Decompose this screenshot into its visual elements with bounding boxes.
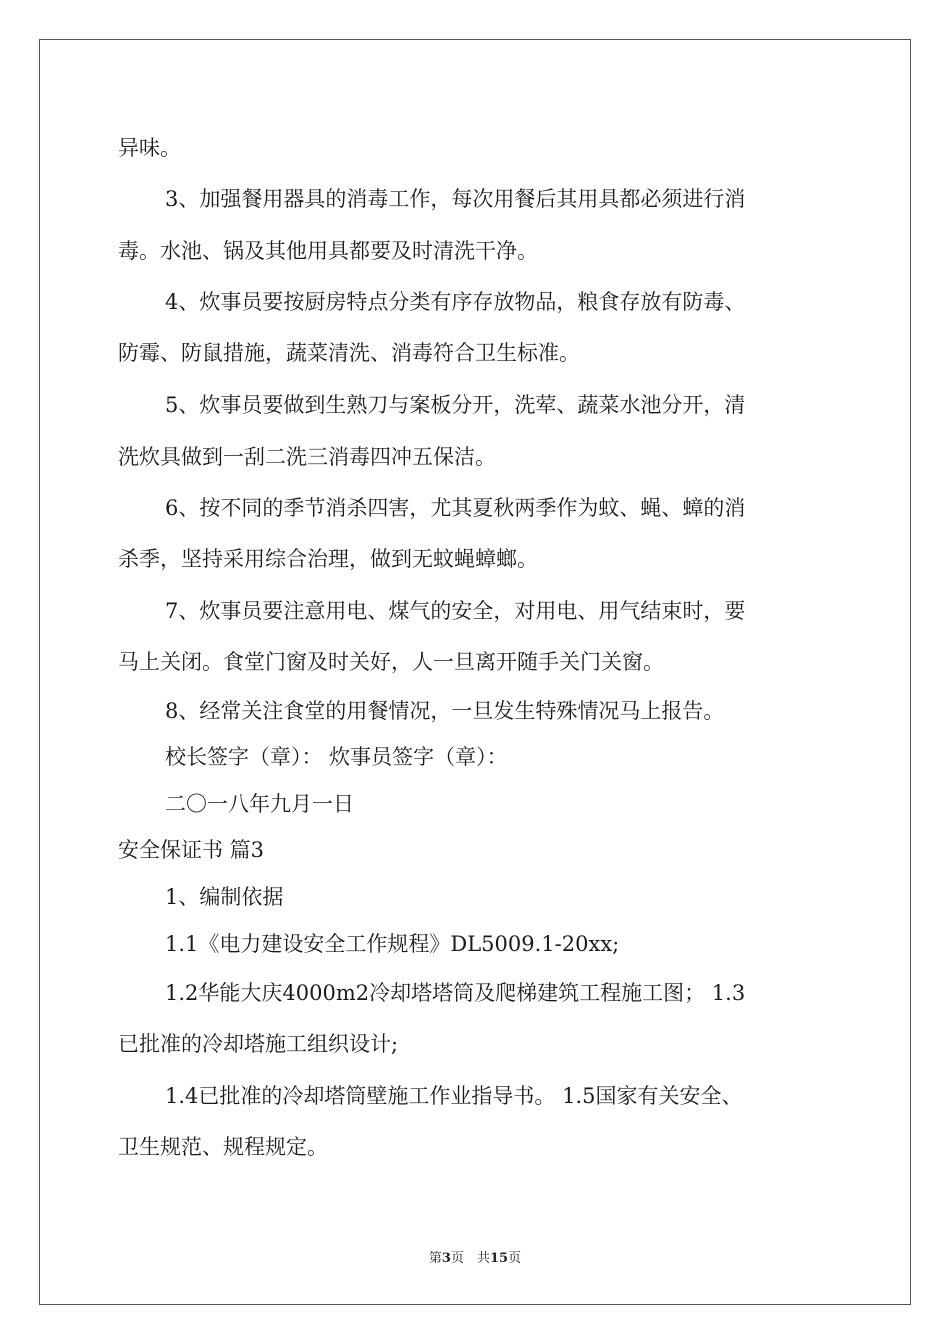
- page-prefix: 第: [428, 1251, 442, 1266]
- text-line: 7、炊事员要注意用电、煤气的安全，对用电、用气结束时，要: [165, 599, 746, 623]
- text-line: 洗炊具做到一刮二洗三消毒四冲五保洁。: [118, 445, 496, 469]
- total-pages: 15: [489, 1251, 509, 1266]
- text-line: 1.2华能大庆4000m2冷却塔塔筒及爬梯建筑工程施工图； 1.3: [165, 981, 746, 1005]
- text-line: 5、炊事员要做到生熟刀与案板分开，洗荤、蔬菜水池分开，清: [165, 393, 746, 417]
- text-line: 毒。水池、锅及其他用具都要及时清洗干净。: [118, 239, 538, 263]
- text-line: 3、加强餐用器具的消毒工作，每次用餐后其用具都必须进行消: [165, 187, 746, 211]
- text-line: 1、编制依据: [165, 885, 284, 909]
- date-line: 二〇一八年九月一日: [165, 792, 354, 816]
- text-line: 马上关闭。食堂门窗及时关好，人一旦离开随手关门关窗。: [118, 650, 664, 674]
- page-middle: 页 共: [450, 1251, 490, 1266]
- current-page: 3: [441, 1251, 451, 1266]
- text-line: 已批准的冷却塔施工组织设计;: [118, 1032, 399, 1056]
- text-line: 4、炊事员要按厨房特点分类有序存放物品，粮食存放有防毒、: [165, 290, 746, 314]
- page-suffix: 页: [508, 1251, 522, 1266]
- text-line: 6、按不同的季节消杀四害，尤其夏秋两季作为蚊、蝇、蟑的消: [165, 496, 746, 520]
- text-line: 1.4已批准的冷却塔筒壁施工作业指导书。 1.5国家有关安全、: [165, 1084, 743, 1108]
- text-line: 异味。: [118, 136, 181, 160]
- text-line: 卫生规范、规程规定。: [118, 1135, 328, 1159]
- text-line: 1.1《电力建设安全工作规程》DL5009.1-20xx;: [165, 932, 620, 956]
- text-line: 防霉、防鼠措施，蔬菜清洗、消毒符合卫生标准。: [118, 341, 580, 365]
- section-title: 安全保证书 篇3: [118, 838, 265, 862]
- text-line: 8、经常关注食堂的用餐情况，一旦发生特殊情况马上报告。: [165, 699, 725, 723]
- signature-line: 校长签字（章）： 炊事员签字（章）：: [165, 745, 508, 769]
- page-number: [0, 1247, 950, 1266]
- text-line: 杀季，坚持采用综合治理，做到无蚊蝇蟑螂。: [118, 547, 538, 571]
